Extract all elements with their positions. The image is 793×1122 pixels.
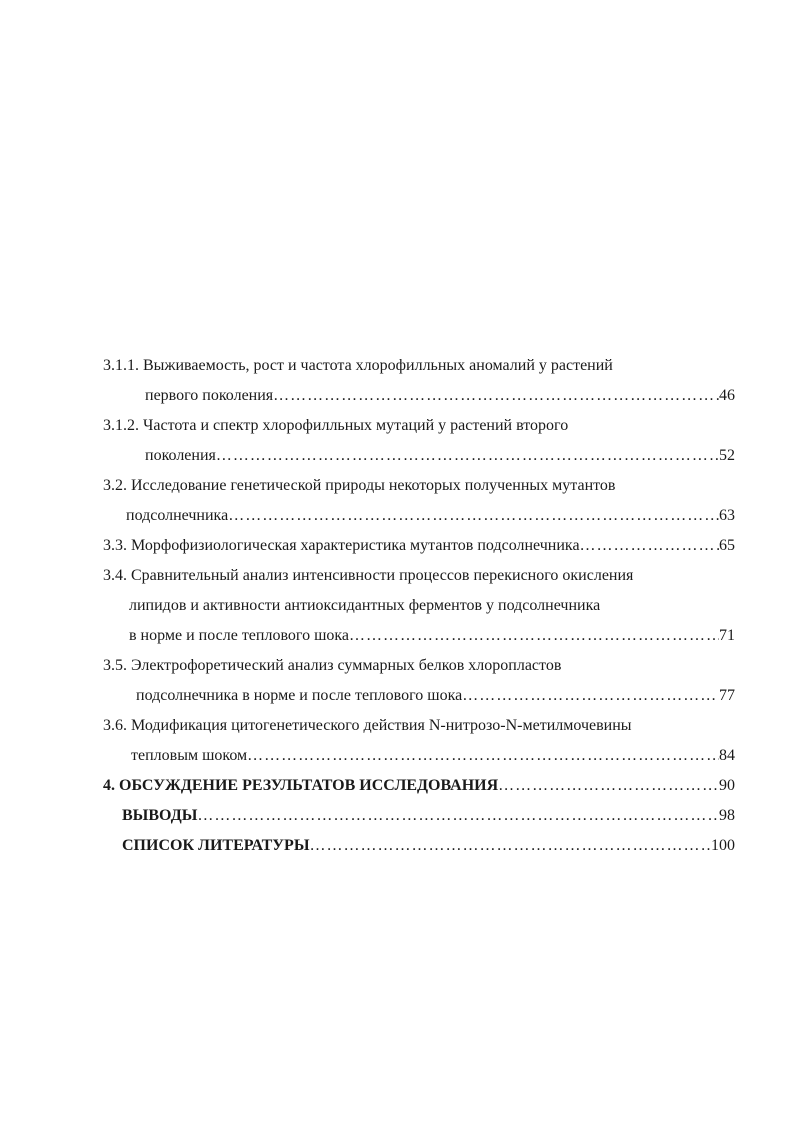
dot-leader [310,836,711,856]
dot-leader [349,626,719,646]
page-number: 77 [719,687,735,704]
toc-entry-3-1-1-line2 [145,386,735,406]
toc-entry-text: СПИСОК ЛИТЕРАТУРЫ [122,837,310,854]
toc-entry-3-2-line1: 3.2. Исследование генетической природы некоторых полученных мутантов [103,477,616,494]
toc-entry-3-5-line1: 3.5. Электрофоретический анализ суммарных белков хлоропластов [103,657,562,674]
toc-entry-3-2-line2 [126,506,735,526]
toc-entry-3-6-line2 [131,746,735,766]
toc-entry-conclusions [122,806,735,826]
page-number: 71 [719,627,735,644]
toc-entry-text: подсолнечника [126,507,229,524]
toc-entry-references [122,836,735,856]
dot-leader [462,686,719,706]
toc-entry-3-1-1-line1: 3.1.1. Выживаемость, рост и частота хлорофилльных аномалий у растений [103,357,613,374]
dot-leader [580,536,719,556]
toc-entry-text: 3.3. Морфофизиологическая характеристика мутантов подсолнечника [103,537,580,554]
dot-leader [197,806,719,826]
page-number: 52 [719,447,735,464]
page-number: 46 [719,387,735,404]
page-number: 63 [719,507,735,524]
dot-leader [247,746,719,766]
toc-entry-3-4-line3 [129,626,735,646]
toc-entry-text: в норме и после теплового шока [129,627,350,644]
toc-entry-text: подсолнечника в норме и после теплового шока [136,687,463,704]
page-number: 90 [719,777,735,794]
toc-entry-text: тепловым шоком [131,747,248,764]
page-number: 100 [711,837,735,854]
toc-entry-3-1-2-line2 [145,446,735,466]
page-number: 84 [719,747,735,764]
dot-leader [228,506,719,526]
page-number: 98 [719,807,735,824]
toc-entry-3-5-line2 [136,686,735,706]
toc-entry-3-6-line1: 3.6. Модификация цитогенетического действия N-нитрозо-N-метилмочевины [103,717,632,734]
toc-entry-3-3 [103,536,735,556]
toc-entry-text: 4. ОБСУЖДЕНИЕ РЕЗУЛЬТАТОВ ИССЛЕДОВАНИЯ [103,777,499,794]
toc-entry-4 [103,776,735,796]
toc-entry-text: первого поколения [145,387,274,404]
dot-leader [498,776,719,796]
toc-entry-3-1-2-line1: 3.1.2. Частота и спектр хлорофилльных мутаций у растений второго [103,417,569,434]
dot-leader [216,446,719,466]
toc-entry-3-4-line1: 3.4. Сравнительный анализ интенсивности процессов перекисного окисления [103,567,634,584]
dot-leader [273,386,719,406]
toc-entry-3-4-line2: липидов и активности антиоксидантных ферментов у подсолнечника [129,597,601,614]
toc-entry-text: поколения [145,447,216,464]
page-number: 65 [719,537,735,554]
toc-entry-text: ВЫВОДЫ [122,807,198,824]
